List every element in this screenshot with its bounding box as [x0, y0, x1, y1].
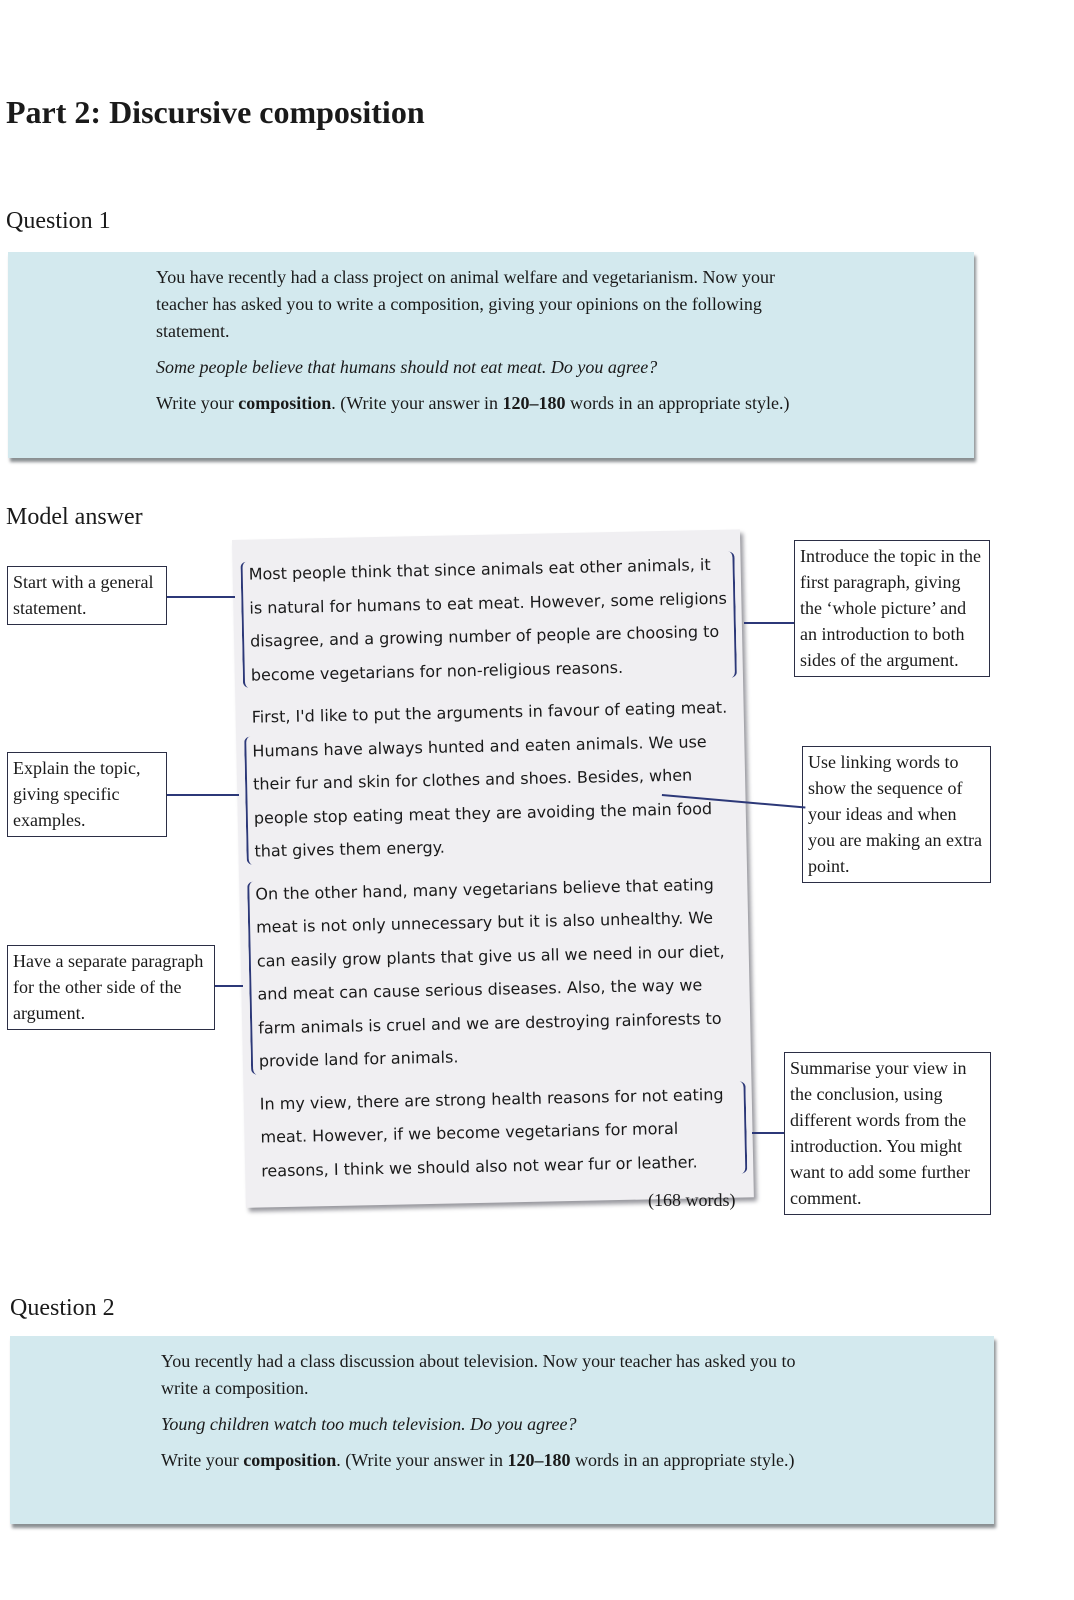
note-separate-paragraph: Have a separate paragraph for the other side of the argument.	[7, 945, 215, 1030]
connector-line	[167, 794, 239, 796]
model-answer-heading: Model answer	[6, 504, 143, 530]
page-title: Part 2: Discursive composition	[6, 94, 425, 130]
question-1-box	[8, 252, 974, 458]
connector-line	[744, 622, 794, 624]
right-brace	[725, 551, 737, 677]
right-brace	[736, 1081, 747, 1174]
question-1-heading: Question 1	[6, 208, 111, 234]
question-1-intro: You have recently had a class project on animal welfare and vegetarianism. Now your teacher has asked you to write a composition, giving your opinions on the following statement.	[156, 267, 775, 341]
answer-paragraph-3: On the other hand, many vegetarians believe that eating meat is not only unnecessary but it is also unhealthy. We can easily grow plants that give us all we need in our diet, and meat can cause serious diseases. Also, the way we farm animals is cruel and we are destroying rainforests to provide land for animals.	[255, 867, 737, 1078]
note-explain-topic: Explain the topic, giving specific examples.	[7, 752, 167, 837]
note-introduce-topic: Introduce the topic in the first paragraph, giving the ‘whole picture’ and an introduction to both sides of the argument.	[794, 540, 990, 677]
question-2-instructions: Write your composition. (Write your answer in 120–180 words in an appropriate style.)	[161, 1450, 795, 1470]
answer-paragraph-1: Most people think that since animals eat other animals, it is natural for humans to eat meat. However, some religions disagree, and a growing number of people are choosing to become vegetarians for non-religious reasons.	[248, 548, 729, 692]
note-summarise: Summarise your view in the conclusion, using different words from the introduction. You might want to add some further comment.	[784, 1052, 991, 1215]
connector-line	[215, 985, 243, 987]
connector-line	[752, 1132, 784, 1134]
question-2-statement: Young children watch too much television. Do you agree?	[161, 1414, 577, 1434]
question-2-box	[10, 1336, 994, 1524]
answer-paragraph-2: First, I'd like to put the arguments in favour of eating meat. Humans have always hunted and eaten animals. We use their fur and skin for clothes and shoes. Besides, when people stop eating meat they are avoiding the main food that gives them energy.	[251, 691, 732, 868]
note-general-statement: Start with a general statement.	[7, 566, 167, 625]
note-linking-words: Use linking words to show the sequence of your ideas and when you are making an extra point.	[802, 746, 991, 883]
question-2-heading: Question 2	[10, 1295, 115, 1321]
question-2-intro: You recently had a class discussion about television. Now your teacher has asked you to write a composition.	[161, 1351, 796, 1398]
question-1-statement: Some people believe that humans should not eat meat. Do you agree?	[156, 357, 658, 377]
connector-line	[167, 596, 235, 598]
left-brace	[247, 881, 260, 1074]
question-1-instructions: Write your composition. (Write your answer in 120–180 words in an appropriate style.)	[156, 393, 790, 413]
word-count: (168 words)	[648, 1190, 736, 1210]
answer-paragraph-4: In my view, there are strong health reasons for not eating meat. However, if we become vegetarians for moral reasons, I think we should also not wear fur or leather.	[259, 1077, 739, 1187]
model-answer-card	[232, 529, 754, 1207]
